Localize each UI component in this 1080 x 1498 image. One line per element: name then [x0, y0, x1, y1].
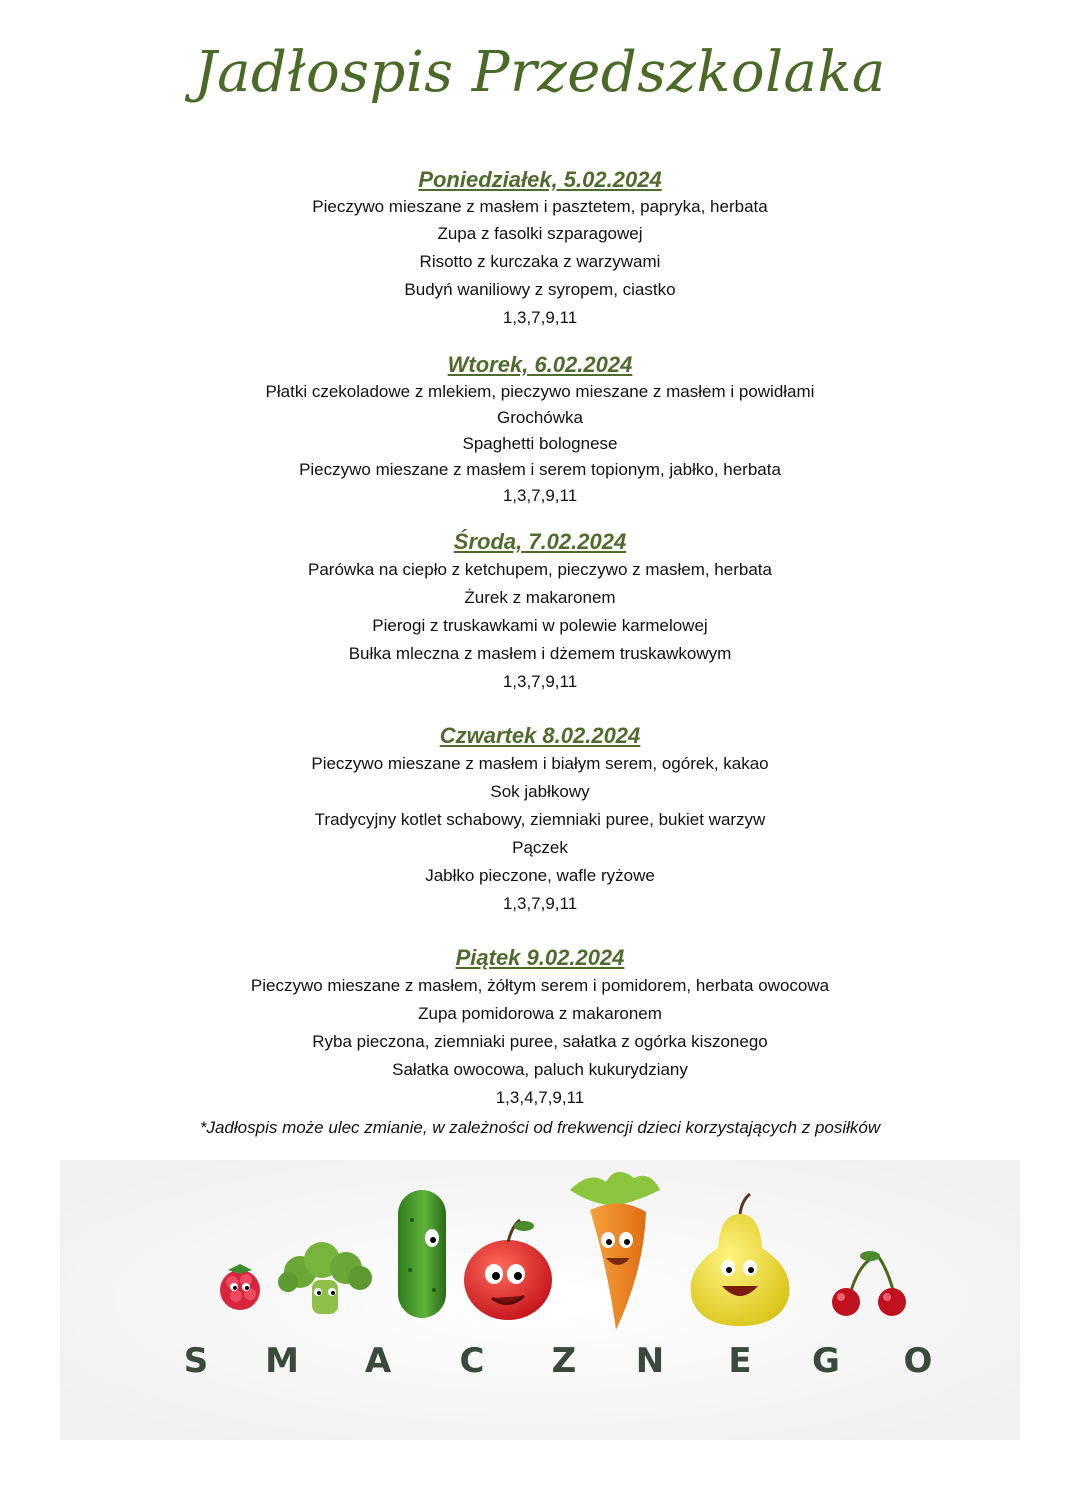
day-monday	[0, 166, 1080, 332]
main-course-item: Ryba pieczona, ziemniaki puree, sałatka z ogórka kiszonego	[312, 1032, 768, 1051]
soup-item: Zupa z fasolki szparagowej	[437, 224, 643, 243]
drink-item: Sok jabłkowy	[490, 782, 590, 801]
breakfast-item: Pieczywo mieszane z masłem i białym serem, ogórek, kakao	[311, 754, 769, 773]
banner-letter: A	[364, 1341, 392, 1381]
banner-letter: S	[183, 1341, 209, 1381]
day-heading: Czwartek 8.02.2024	[439, 723, 641, 748]
allergens: 1,3,7,9,11	[502, 894, 578, 913]
main-course-item: Spaghetti bolognese	[462, 434, 618, 453]
allergens: 1,3,4,7,9,11	[495, 1088, 585, 1107]
snack-item: Pieczywo mieszane z masłem i serem topionym, jabłko, herbata	[299, 460, 781, 479]
breakfast-item: Parówka na ciepło z ketchupem, pieczywo z masłem, herbata	[308, 560, 772, 579]
day-thursday	[0, 722, 1080, 918]
soup-item: Zupa pomidorowa z makaronem	[418, 1004, 662, 1023]
smacznego-banner	[60, 1160, 1020, 1440]
snack-item: Sałatka owocowa, paluch kukurydziany	[392, 1060, 688, 1079]
soup-item: Grochówka	[497, 408, 583, 427]
snack-item: Jabłko pieczone, wafle ryżowe	[425, 866, 655, 885]
banner-letter: E	[728, 1341, 752, 1381]
banner-letter: C	[459, 1341, 485, 1381]
day-wednesday	[0, 528, 1080, 696]
banner-letter: N	[635, 1341, 665, 1381]
allergens: 1,3,7,9,11	[502, 308, 578, 327]
snack-item: Budyń waniliowy z syropem, ciastko	[404, 280, 676, 299]
soup-item: Żurek z makaronem	[464, 588, 616, 607]
page-title: Jadłospis Przedszkolaka	[194, 40, 886, 105]
allergens: 1,3,7,9,11	[502, 672, 578, 691]
banner-letter: O	[903, 1341, 933, 1381]
dessert-item: Pączek	[512, 838, 568, 857]
day-heading: Piątek 9.02.2024	[455, 945, 625, 970]
day-heading: Wtorek, 6.02.2024	[447, 352, 633, 377]
day-friday	[0, 944, 1080, 1112]
banner-letter: Z	[551, 1341, 577, 1381]
main-course-item: Tradycyjny kotlet schabowy, ziemniaki puree, bukiet warzyw	[314, 810, 766, 829]
day-heading: Poniedziałek, 5.02.2024	[418, 167, 662, 192]
breakfast-item: Płatki czekoladowe z mlekiem, pieczywo mieszane z masłem i powidłami	[265, 382, 815, 401]
banner-letter: M	[265, 1341, 299, 1381]
breakfast-item: Pieczywo mieszane z masłem, żółtym serem i pomidorem, herbata owocowa	[250, 976, 830, 995]
day-heading: Środa, 7.02.2024	[453, 529, 627, 554]
breakfast-item: Pieczywo mieszane z masłem i pasztetem, papryka, herbata	[312, 197, 768, 216]
main-course-item: Pierogi z truskawkami w polewie karmelowej	[372, 616, 708, 635]
cucumber-icon	[398, 1190, 446, 1318]
allergens: 1,3,7,9,11	[502, 486, 578, 505]
main-course-item: Risotto z kurczaka z warzywami	[419, 252, 661, 271]
day-tuesday	[0, 351, 1080, 509]
banner-letter: G	[812, 1341, 840, 1381]
menu-change-note: *Jadłospis może ulec zmianie, w zależności od frekwencji dzieci korzystających z posiłków	[199, 1118, 881, 1137]
snack-item: Bułka mleczna z masłem i dżemem truskawkowym	[348, 644, 732, 663]
